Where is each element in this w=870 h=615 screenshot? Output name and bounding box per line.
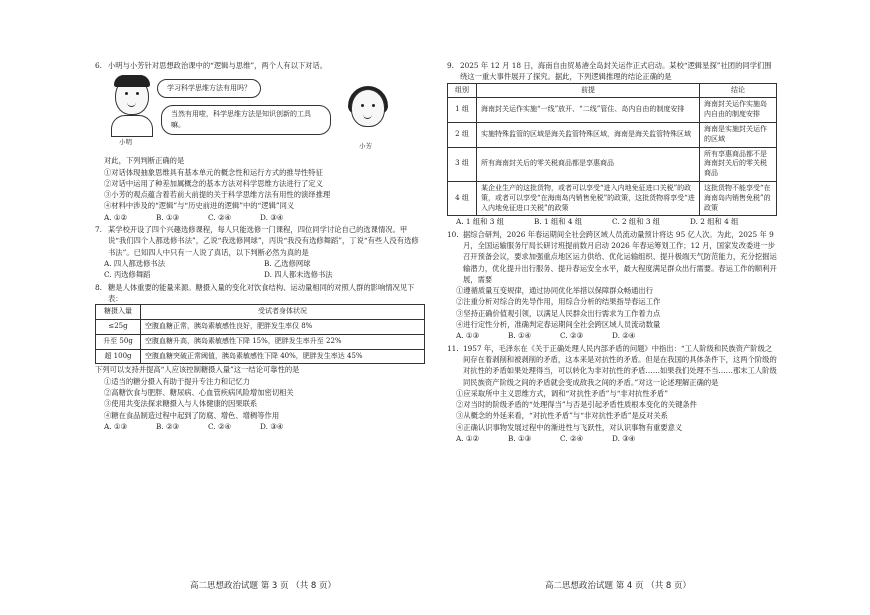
xiaofang-speech-bubble: 当然有用啦，科学思维方法是知识创新的工具嘛。 [161,105,331,135]
xiaoming-face-icon [115,77,149,115]
statement: ②对话中运用了种差加属概念的基本方法对科学思维方法进行了定义 [104,178,323,188]
table-row [448,181,777,215]
statement-list [95,167,425,212]
option-a: A. ①② [104,212,127,222]
option-c: C. 2 组和 3 组 [612,217,661,227]
table-cell: 实施特殊监管的区域是海关监管特殊区域，海南是海关监管特殊区域 [477,122,700,147]
answer-options [95,212,425,223]
option-b: B. ①③ [156,212,180,222]
page-footer-right: 高二思想政治试题 第 4 页 （共 8 页） [545,581,692,591]
question-stem: 糖是人体重要的能量来源。糖摄入量的变化对饮食结构、运动量相同的对照人群的影响情况见下表： [108,282,415,303]
question-9 [447,60,777,228]
table-cell: 这批货物不能享受“在海南岛内销售免税”的政策 [699,181,776,215]
table-cell: 升至 50g [96,334,141,349]
question-number: 11. [447,343,459,353]
option-b: B. ②③ [156,421,180,431]
left-column [95,60,425,433]
table-header-cell: 前提 [477,83,700,98]
xiaoming-speech-bubble: 学习科学思维方法有用吗？ [157,79,261,98]
table-header-cell: 组别 [448,83,477,98]
question-number: 9. [447,61,454,70]
table-cell: 海南是实施封关运作的区域 [699,122,776,147]
table-cell: 空腹血糖升高，胰岛素敏感性下降 15%，肥胖发生率升至 22% [141,334,425,349]
logic-group-table [447,83,777,217]
table-row [448,147,777,181]
statement: ④进行定性分析，准确判定春运期间全社会跨区域人员流动数量 [456,320,661,330]
option-b: B. ①④ [508,331,532,341]
question-11 [447,343,777,445]
question-number: 7. [95,225,102,235]
table-row [96,334,425,349]
question-10 [447,229,777,342]
question-stem: 据综合研判，2026 年春运期间全社会跨区域人员流动量预计将达 95 亿人次。为此，2025 年 9 月，全国运输服务厅局长研讨班提前数月启动 2026 年春运筹划工作；12 月，国家发改委进一步召开预备会议，要求加强重点地区运力供给、优化运输组织、提升极端天气防范能力，充分挖掘运输潜力，优化提升出行服务、提升春运安全水平，最大程度满足群众出行需要。春运工作的顺利开展，需要 [463,229,777,284]
statement: ①遵循质量互变规律，通过协同优化举措以保障群众畅通出行 [456,286,654,296]
table-cell: 所有海南封关后的零关税商品都是享惠商品 [477,147,700,181]
statement: ④正确认识事物发展过程中的渐进性与飞跃性，对认识事物有重要意义 [456,422,683,432]
table-header-cell: 受试者身体状况 [141,305,425,320]
table-cell: 海南封关运作实施岛内自由的制度安排 [699,98,776,123]
option-a: A. 1 组和 3 组 [456,217,505,227]
statement: ①适当的糖分摄入有助于提升专注力和记忆力 [104,376,250,386]
option-c: C. ②③ [560,331,584,341]
table-cell: 1 组 [448,98,477,123]
statement: ②注重分析对综合的先导作用，用综合分析的结果指导春运工作 [456,297,661,307]
option-c: C. 丙选修舞蹈 [104,270,151,280]
table-row [96,349,425,364]
table-cell: 海南封关运作实施“一线”放开、“二线”管住、岛内自由的制度安排 [477,98,700,123]
page-footer-left: 高二思想政治试题 第 3 页 （共 8 页） [190,581,337,591]
option-b: B. 乙选修网球 [264,258,311,268]
right-column [447,60,777,445]
option-a: A. ①② [456,434,479,443]
option-b: B. ①③ [508,434,532,443]
option-b: B. 1 组和 4 组 [534,217,583,227]
question-8 [95,282,425,433]
table-cell: 2 组 [448,122,477,147]
table-row [96,319,425,334]
option-a: A. 四人都选修书法 [104,258,165,268]
table-cell: 某企业生产的这批货物，或者可以享受“进入内地免征进口关税”的政策，或者可以享受“在海南岛内销售免税”的政策，这批货物将享受“进入内地免征进口关税”的政策 [477,181,700,215]
table-cell: 空腹血糖突破正常阈值，胰岛素敏感性下降 40%，肥胖发生率达 45% [141,349,425,364]
question-lead: 下列可以支持并提高“人应该控制糖摄入量”这一结论可靠性的是 [95,365,300,375]
statement-list [447,285,777,330]
question-stem: 2025 年 12 月 18 日，海南自由贸易港全岛封关运作正式启动。某校“逻辑星探”社团的同学们围绕这一重大事件展开了探究。据此，下列逻辑推理的结论正确的是 [460,61,772,82]
question-number: 8. [95,282,102,292]
question-lead: 对此，下列判断正确的是 [104,156,185,166]
statement: ①对话体现抽象思维具有基本单元的概念性和运行方式的推导性特征 [104,167,323,177]
answer-options [447,433,777,444]
table-cell: 4 组 [448,181,477,215]
question-stem: 1957 年，毛泽东在《关于正确处理人民内部矛盾的问题》中指出：“工人阶级和民族资产阶级之间存在着剥削和被剥削的矛盾，这本来是对抗性的矛盾。但是在我国的具体条件下，这两个阶级的对抗性的矛盾如果处理得当，可以转化为非对抗性的矛盾……如果我们处理不当……那末工人阶级同民族资产阶级之间的矛盾就会变成敌我之间的矛盾。”对这一论述理解正确的是 [463,343,777,387]
statement: ④材料中涉及的“逻辑”与“历史前进的逻辑”中的“逻辑”同义 [104,201,295,211]
option-c: C. ②④ [208,421,232,431]
answer-options [447,330,777,341]
table-cell: 3 组 [448,147,477,181]
table-cell: 超 100g [96,349,141,364]
question-7 [95,224,425,280]
table-header-cell: 糖摄入量 [96,305,141,320]
statement-list [95,376,425,421]
table-header-cell: 结论 [699,83,776,98]
option-c: C. ②④ [208,212,232,222]
table-cell: 空腹血糖正常，胰岛素敏感性良好，肥胖发生率仅 8% [141,319,425,334]
answer-options [95,258,425,281]
xiaofang-face-icon [351,89,385,127]
question-stem: 某学校开设了四个兴趣选修课程，每人只能选修一门课程，四位同学讨论自己的选课情况。甲说“我们四个人都选修书法”，乙说“我选修网球”，丙说“我没有选修舞蹈”，丁说“有些人没有选修书法”。已知四人中只有一人说了真话，以下判断必然为真的是 [108,225,419,257]
option-a: A. ①③ [456,331,479,341]
table-cell: 所有享惠商品都不是海南封关后的零关税商品 [699,147,776,181]
xiaoming-name: 小明 [119,138,132,147]
question-stem: 小明与小芳针对思想政治课中的“逻辑与思维”，两个人有以下对话。 [108,61,328,70]
statement: ②对当时的阶级矛盾的“处理得当”与否是引起矛盾性质根本变化的关键条件 [456,400,697,410]
option-d: D. 四人都未选修书法 [264,270,333,280]
question-number: 6. [95,61,102,70]
question-6 [95,60,425,223]
statement: ③使用共变法探求糖摄入与人体健康的因果联系 [104,399,258,409]
statement-list [447,388,777,433]
xiaofang-name: 小芳 [359,142,372,151]
statement: ①应采取所中主义思维方式，调和“对抗性矛盾”与“非对抗性矛盾” [456,388,668,398]
statement: ③小芳的观点蕴含着若前大前提的关于科学思维方法有用性的演绎推理 [104,190,331,200]
statement: ④糖在食品制造过程中起到了防腐、增色、增稠等作用 [104,410,280,420]
option-d: D. ③④ [612,434,636,443]
option-d: D. ②④ [612,331,636,341]
table-row [448,122,777,147]
statement: ③从概念的外延来看，“对抗性矛盾”与“非对抗性矛盾”是反对关系 [456,411,668,421]
statement: ②高糖饮食与肥胖、糖尿病、心血管疾病风险增加密切相关 [104,387,294,397]
option-d: D. 2 组和 4 组 [690,217,739,227]
statement: ③坚持正确价值观引领，以满足人民群众出行需求为工作着力点 [456,308,661,318]
table-cell: ≤25g [96,319,141,334]
sugar-intake-table [95,304,425,364]
answer-options [95,421,425,432]
xiaoming-body-icon [111,115,153,137]
question-number: 10. [447,229,459,239]
option-d: D. ③④ [260,212,284,222]
answer-options [447,216,777,227]
option-d: D. ③④ [260,421,284,431]
table-row [448,98,777,123]
dialogue-illustration [109,75,425,151]
option-c: C. ②④ [560,434,584,443]
option-a: A. ①③ [104,421,127,431]
